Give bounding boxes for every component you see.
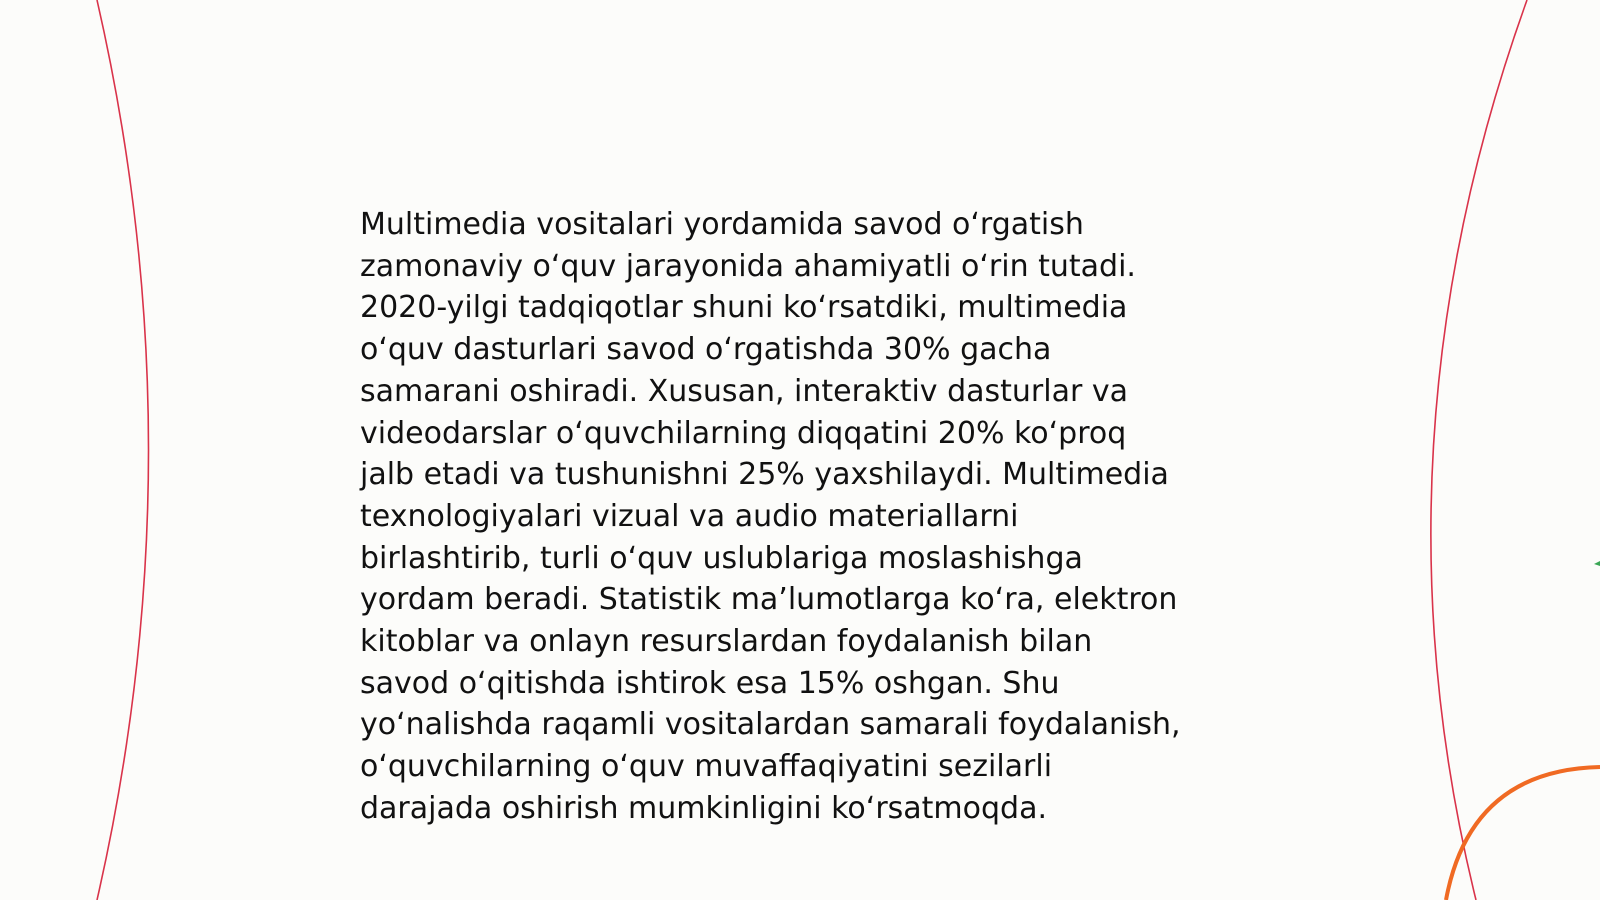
slide-paragraph [360, 204, 1260, 830]
paragraph-line: 2020-yilgi tadqiqotlar shuni koʻrsatdiki, multimedia [360, 290, 1128, 326]
paragraph-line: kitoblar va onlayn resurslardan foydalanish bilan [360, 624, 1093, 660]
paragraph-line: texnologiyalari vizual va audio materiallarni [360, 498, 1019, 534]
paragraph-line: oʻquv dasturlari savod oʻrgatishda 30% gacha [360, 332, 1052, 368]
paragraph-line: birlashtirib, turli oʻquv uslublariga moslashishga [360, 540, 1083, 576]
paragraph-line: Multimedia vositalari yordamida savod oʻrgatish [360, 207, 1084, 242]
paragraph-line: samarani oshiradi. Xususan, interaktiv dasturlar va [360, 373, 1128, 409]
paragraph-line: videodarslar oʻquvchilarning diqqatini 20% koʻproq [360, 415, 1127, 451]
left-frame-curve [97, 0, 149, 900]
green-accent-mark [1594, 561, 1600, 566]
paragraph-line: yordam beradi. Statistik maʼlumotlarga koʻra, elektron [360, 582, 1178, 618]
paragraph-line: oʻquvchilarning oʻquv muvaffaqiyatini sezilarli [360, 749, 1053, 785]
orange-accent-arc [1446, 767, 1600, 900]
paragraph-line: jalb etadi va tushunishni 25% yaxshilaydi. Multimedia [360, 457, 1169, 493]
paragraph-line: savod oʻqitishda ishtirok esa 15% oshgan. Shu [360, 665, 1060, 701]
paragraph-line: yoʻnalishda raqamli vositalardan samarali foydalanish, [360, 707, 1181, 743]
paragraph-line: zamonaviy oʻquv jarayonida ahamiyatli oʻrin tutadi. [360, 248, 1136, 284]
paragraph-line: darajada oshirish mumkinligini koʻrsatmoqda. [360, 790, 1048, 826]
right-frame-curve [1431, 0, 1527, 900]
